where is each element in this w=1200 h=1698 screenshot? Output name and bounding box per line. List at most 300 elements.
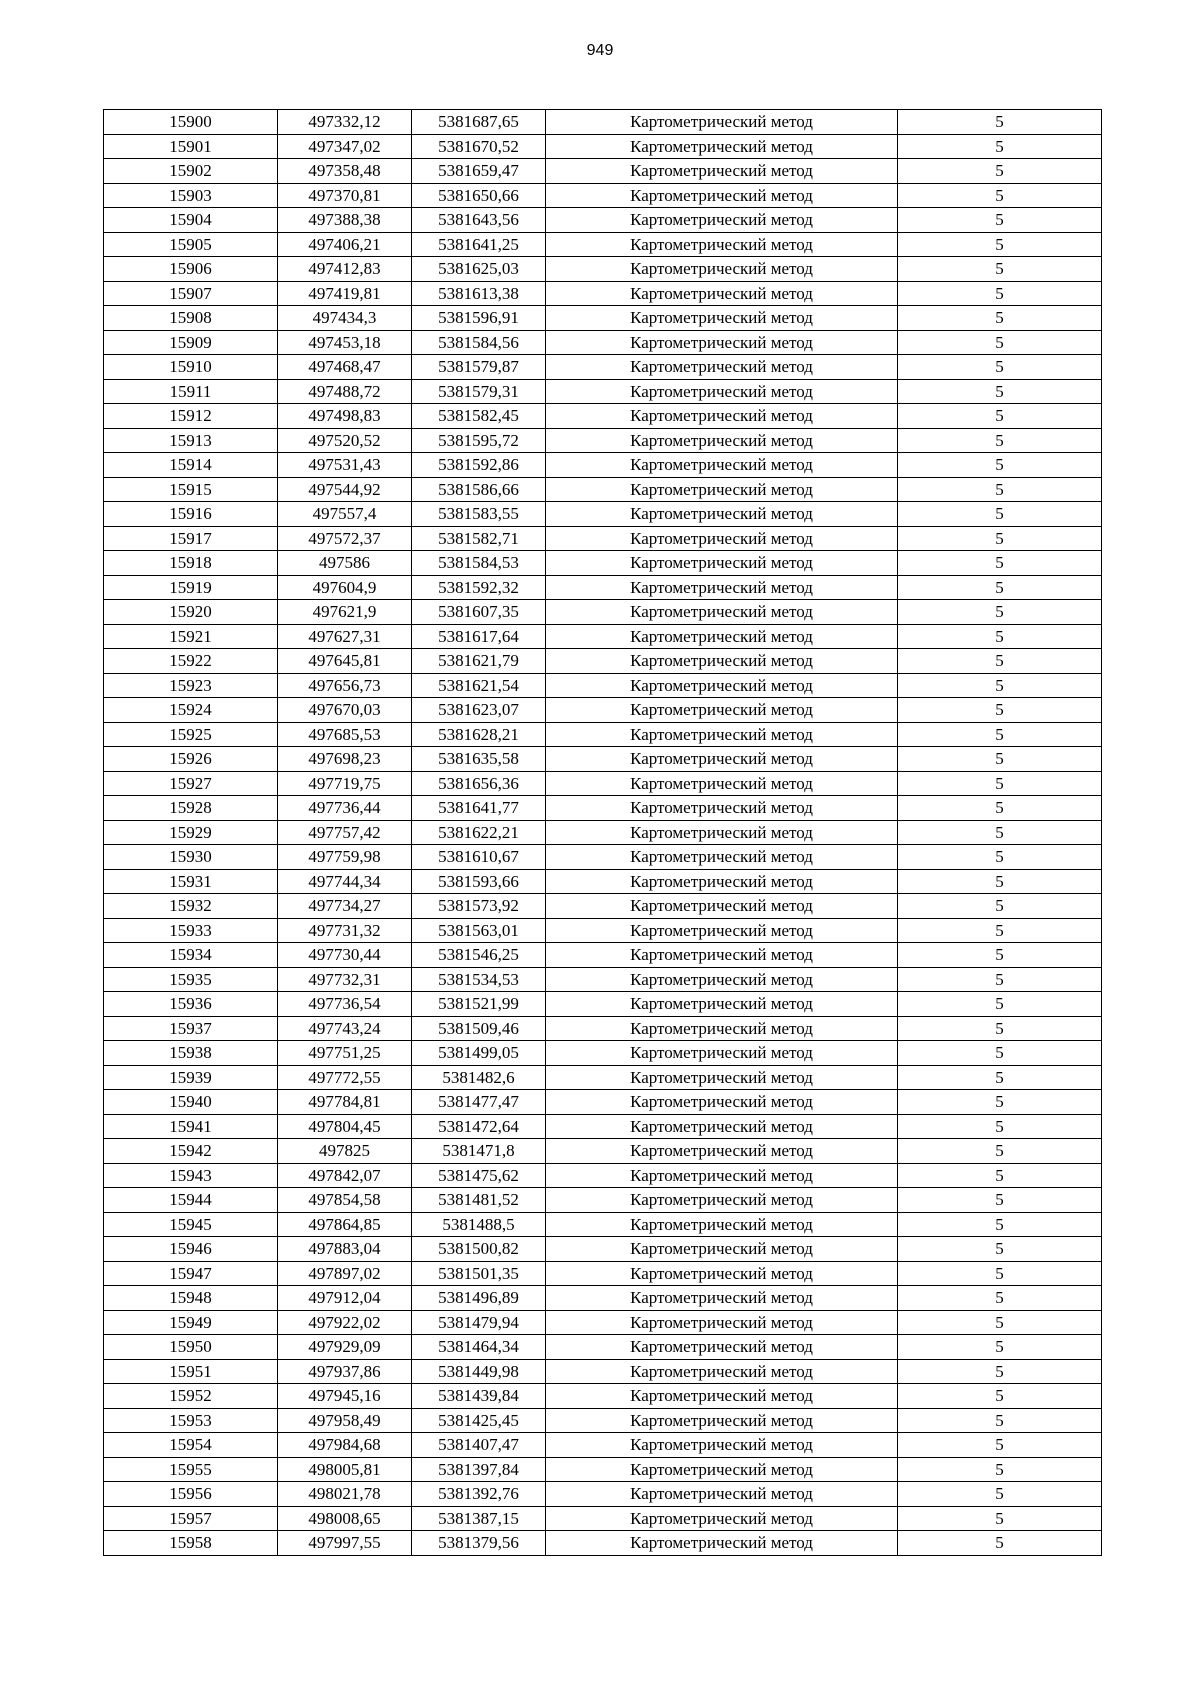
point-number-cell: 15927 (104, 771, 278, 796)
accuracy-cell: 5 (898, 428, 1102, 453)
point-number-cell: 15909 (104, 330, 278, 355)
y-coordinate-cell: 5381379,56 (412, 1531, 546, 1556)
table-row (104, 1506, 1102, 1531)
x-coordinate-cell: 497751,25 (278, 1041, 412, 1066)
point-number-cell: 15910 (104, 355, 278, 380)
table-row (104, 820, 1102, 845)
accuracy-cell: 5 (898, 1384, 1102, 1409)
accuracy-cell: 5 (898, 575, 1102, 600)
table-row (104, 869, 1102, 894)
y-coordinate-cell: 5381622,21 (412, 820, 546, 845)
table-row (104, 208, 1102, 233)
point-number-cell: 15936 (104, 992, 278, 1017)
x-coordinate-cell: 497531,43 (278, 453, 412, 478)
point-number-cell: 15911 (104, 379, 278, 404)
table-row (104, 1335, 1102, 1360)
table-row (104, 722, 1102, 747)
accuracy-cell: 5 (898, 698, 1102, 723)
accuracy-cell: 5 (898, 845, 1102, 870)
accuracy-cell: 5 (898, 208, 1102, 233)
y-coordinate-cell: 5381584,56 (412, 330, 546, 355)
accuracy-cell: 5 (898, 1531, 1102, 1556)
accuracy-cell: 5 (898, 1065, 1102, 1090)
accuracy-cell: 5 (898, 379, 1102, 404)
y-coordinate-cell: 5381610,67 (412, 845, 546, 870)
accuracy-cell: 5 (898, 943, 1102, 968)
point-number-cell: 15952 (104, 1384, 278, 1409)
method-cell: Картометрический метод (546, 869, 898, 894)
table-row (104, 698, 1102, 723)
table-row (104, 673, 1102, 698)
table-row (104, 1041, 1102, 1066)
x-coordinate-cell: 497544,92 (278, 477, 412, 502)
x-coordinate-cell: 497358,48 (278, 159, 412, 184)
accuracy-cell: 5 (898, 992, 1102, 1017)
method-cell: Картометрический метод (546, 894, 898, 919)
x-coordinate-cell: 497922,02 (278, 1310, 412, 1335)
point-number-cell: 15904 (104, 208, 278, 233)
y-coordinate-cell: 5381582,45 (412, 404, 546, 429)
y-coordinate-cell: 5381621,79 (412, 649, 546, 674)
method-cell: Картометрический метод (546, 1335, 898, 1360)
method-cell: Картометрический метод (546, 845, 898, 870)
accuracy-cell: 5 (898, 306, 1102, 331)
method-cell: Картометрический метод (546, 673, 898, 698)
method-cell: Картометрический метод (546, 257, 898, 282)
table-row (104, 1237, 1102, 1262)
point-number-cell: 15944 (104, 1188, 278, 1213)
point-number-cell: 15919 (104, 575, 278, 600)
table-row (104, 1212, 1102, 1237)
y-coordinate-cell: 5381595,72 (412, 428, 546, 453)
y-coordinate-cell: 5381488,5 (412, 1212, 546, 1237)
x-coordinate-cell: 497453,18 (278, 330, 412, 355)
accuracy-cell: 5 (898, 134, 1102, 159)
accuracy-cell: 5 (898, 820, 1102, 845)
y-coordinate-cell: 5381407,47 (412, 1433, 546, 1458)
point-number-cell: 15908 (104, 306, 278, 331)
table-row (104, 134, 1102, 159)
point-number-cell: 15943 (104, 1163, 278, 1188)
point-number-cell: 15931 (104, 869, 278, 894)
x-coordinate-cell: 497670,03 (278, 698, 412, 723)
point-number-cell: 15953 (104, 1408, 278, 1433)
accuracy-cell: 5 (898, 257, 1102, 282)
accuracy-cell: 5 (898, 918, 1102, 943)
table-row (104, 1408, 1102, 1433)
table-row (104, 428, 1102, 453)
accuracy-cell: 5 (898, 1163, 1102, 1188)
method-cell: Картометрический метод (546, 379, 898, 404)
y-coordinate-cell: 5381583,55 (412, 502, 546, 527)
table-row (104, 1065, 1102, 1090)
accuracy-cell: 5 (898, 232, 1102, 257)
method-cell: Картометрический метод (546, 453, 898, 478)
point-number-cell: 15935 (104, 967, 278, 992)
table-row (104, 1090, 1102, 1115)
point-number-cell: 15928 (104, 796, 278, 821)
method-cell: Картометрический метод (546, 1286, 898, 1311)
y-coordinate-cell: 5381643,56 (412, 208, 546, 233)
point-number-cell: 15901 (104, 134, 278, 159)
accuracy-cell: 5 (898, 1335, 1102, 1360)
point-number-cell: 15949 (104, 1310, 278, 1335)
x-coordinate-cell: 497434,3 (278, 306, 412, 331)
y-coordinate-cell: 5381592,32 (412, 575, 546, 600)
method-cell: Картометрический метод (546, 183, 898, 208)
point-number-cell: 15930 (104, 845, 278, 870)
table-row (104, 404, 1102, 429)
point-number-cell: 15948 (104, 1286, 278, 1311)
point-number-cell: 15926 (104, 747, 278, 772)
y-coordinate-cell: 5381593,66 (412, 869, 546, 894)
method-cell: Картометрический метод (546, 698, 898, 723)
coordinates-table-body (104, 110, 1102, 1556)
x-coordinate-cell: 497784,81 (278, 1090, 412, 1115)
table-row (104, 624, 1102, 649)
y-coordinate-cell: 5381477,47 (412, 1090, 546, 1115)
y-coordinate-cell: 5381546,25 (412, 943, 546, 968)
point-number-cell: 15945 (104, 1212, 278, 1237)
accuracy-cell: 5 (898, 796, 1102, 821)
table-row (104, 453, 1102, 478)
accuracy-cell: 5 (898, 624, 1102, 649)
table-row (104, 379, 1102, 404)
accuracy-cell: 5 (898, 869, 1102, 894)
accuracy-cell: 5 (898, 1188, 1102, 1213)
y-coordinate-cell: 5381628,21 (412, 722, 546, 747)
x-coordinate-cell: 497604,9 (278, 575, 412, 600)
y-coordinate-cell: 5381479,94 (412, 1310, 546, 1335)
x-coordinate-cell: 497825 (278, 1139, 412, 1164)
y-coordinate-cell: 5381449,98 (412, 1359, 546, 1384)
accuracy-cell: 5 (898, 673, 1102, 698)
y-coordinate-cell: 5381500,82 (412, 1237, 546, 1262)
method-cell: Картометрический метод (546, 110, 898, 135)
accuracy-cell: 5 (898, 771, 1102, 796)
point-number-cell: 15929 (104, 820, 278, 845)
method-cell: Картометрический метод (546, 1506, 898, 1531)
accuracy-cell: 5 (898, 1506, 1102, 1531)
x-coordinate-cell: 497743,24 (278, 1016, 412, 1041)
method-cell: Картометрический метод (546, 796, 898, 821)
point-number-cell: 15921 (104, 624, 278, 649)
method-cell: Картометрический метод (546, 404, 898, 429)
point-number-cell: 15915 (104, 477, 278, 502)
point-number-cell: 15947 (104, 1261, 278, 1286)
x-coordinate-cell: 497734,27 (278, 894, 412, 919)
accuracy-cell: 5 (898, 453, 1102, 478)
point-number-cell: 15916 (104, 502, 278, 527)
table-row (104, 1261, 1102, 1286)
method-cell: Картометрический метод (546, 624, 898, 649)
accuracy-cell: 5 (898, 1237, 1102, 1262)
method-cell: Картометрический метод (546, 551, 898, 576)
x-coordinate-cell: 497864,85 (278, 1212, 412, 1237)
method-cell: Картометрический метод (546, 722, 898, 747)
x-coordinate-cell: 497757,42 (278, 820, 412, 845)
accuracy-cell: 5 (898, 1482, 1102, 1507)
x-coordinate-cell: 497468,47 (278, 355, 412, 380)
x-coordinate-cell: 497883,04 (278, 1237, 412, 1262)
point-number-cell: 15957 (104, 1506, 278, 1531)
x-coordinate-cell: 497698,23 (278, 747, 412, 772)
method-cell: Картометрический метод (546, 1163, 898, 1188)
accuracy-cell: 5 (898, 404, 1102, 429)
accuracy-cell: 5 (898, 159, 1102, 184)
x-coordinate-cell: 497772,55 (278, 1065, 412, 1090)
x-coordinate-cell: 497732,31 (278, 967, 412, 992)
y-coordinate-cell: 5381573,92 (412, 894, 546, 919)
accuracy-cell: 5 (898, 649, 1102, 674)
table-row (104, 1457, 1102, 1482)
method-cell: Картометрический метод (546, 820, 898, 845)
accuracy-cell: 5 (898, 1310, 1102, 1335)
accuracy-cell: 5 (898, 1408, 1102, 1433)
y-coordinate-cell: 5381584,53 (412, 551, 546, 576)
point-number-cell: 15914 (104, 453, 278, 478)
x-coordinate-cell: 497498,83 (278, 404, 412, 429)
x-coordinate-cell: 497557,4 (278, 502, 412, 527)
x-coordinate-cell: 497842,07 (278, 1163, 412, 1188)
y-coordinate-cell: 5381439,84 (412, 1384, 546, 1409)
method-cell: Картометрический метод (546, 1531, 898, 1556)
method-cell: Картометрический метод (546, 1310, 898, 1335)
accuracy-cell: 5 (898, 502, 1102, 527)
point-number-cell: 15913 (104, 428, 278, 453)
x-coordinate-cell: 497520,52 (278, 428, 412, 453)
table-row (104, 526, 1102, 551)
method-cell: Картометрический метод (546, 502, 898, 527)
method-cell: Картометрический метод (546, 1237, 898, 1262)
point-number-cell: 15958 (104, 1531, 278, 1556)
y-coordinate-cell: 5381623,07 (412, 698, 546, 723)
method-cell: Картометрический метод (546, 134, 898, 159)
x-coordinate-cell: 497984,68 (278, 1433, 412, 1458)
y-coordinate-cell: 5381641,25 (412, 232, 546, 257)
accuracy-cell: 5 (898, 1433, 1102, 1458)
x-coordinate-cell: 497621,9 (278, 600, 412, 625)
point-number-cell: 15903 (104, 183, 278, 208)
table-row (104, 1114, 1102, 1139)
accuracy-cell: 5 (898, 1090, 1102, 1115)
table-row (104, 1384, 1102, 1409)
x-coordinate-cell: 497744,34 (278, 869, 412, 894)
table-row (104, 967, 1102, 992)
y-coordinate-cell: 5381613,38 (412, 281, 546, 306)
table-row (104, 257, 1102, 282)
method-cell: Картометрический метод (546, 1212, 898, 1237)
y-coordinate-cell: 5381509,46 (412, 1016, 546, 1041)
point-number-cell: 15934 (104, 943, 278, 968)
x-coordinate-cell: 497685,53 (278, 722, 412, 747)
method-cell: Картометрический метод (546, 747, 898, 772)
accuracy-cell: 5 (898, 722, 1102, 747)
x-coordinate-cell: 497347,02 (278, 134, 412, 159)
y-coordinate-cell: 5381471,8 (412, 1139, 546, 1164)
point-number-cell: 15917 (104, 526, 278, 551)
x-coordinate-cell: 497736,44 (278, 796, 412, 821)
method-cell: Картометрический метод (546, 1090, 898, 1115)
point-number-cell: 15954 (104, 1433, 278, 1458)
accuracy-cell: 5 (898, 330, 1102, 355)
y-coordinate-cell: 5381641,77 (412, 796, 546, 821)
table-row (104, 845, 1102, 870)
x-coordinate-cell: 497388,38 (278, 208, 412, 233)
accuracy-cell: 5 (898, 747, 1102, 772)
point-number-cell: 15940 (104, 1090, 278, 1115)
point-number-cell: 15902 (104, 159, 278, 184)
table-row (104, 110, 1102, 135)
method-cell: Картометрический метод (546, 1139, 898, 1164)
method-cell: Картометрический метод (546, 477, 898, 502)
y-coordinate-cell: 5381621,54 (412, 673, 546, 698)
accuracy-cell: 5 (898, 1261, 1102, 1286)
point-number-cell: 15956 (104, 1482, 278, 1507)
y-coordinate-cell: 5381592,86 (412, 453, 546, 478)
method-cell: Картометрический метод (546, 1482, 898, 1507)
y-coordinate-cell: 5381464,34 (412, 1335, 546, 1360)
table-row (104, 232, 1102, 257)
x-coordinate-cell: 497586 (278, 551, 412, 576)
table-row (104, 551, 1102, 576)
x-coordinate-cell: 497945,16 (278, 1384, 412, 1409)
x-coordinate-cell: 497406,21 (278, 232, 412, 257)
x-coordinate-cell: 497419,81 (278, 281, 412, 306)
method-cell: Картометрический метод (546, 1188, 898, 1213)
table-row (104, 1286, 1102, 1311)
x-coordinate-cell: 497854,58 (278, 1188, 412, 1213)
point-number-cell: 15920 (104, 600, 278, 625)
method-cell: Картометрический метод (546, 1041, 898, 1066)
accuracy-cell: 5 (898, 551, 1102, 576)
table-row (104, 159, 1102, 184)
y-coordinate-cell: 5381635,58 (412, 747, 546, 772)
table-row (104, 306, 1102, 331)
table-row (104, 477, 1102, 502)
accuracy-cell: 5 (898, 477, 1102, 502)
x-coordinate-cell: 497370,81 (278, 183, 412, 208)
y-coordinate-cell: 5381472,64 (412, 1114, 546, 1139)
point-number-cell: 15939 (104, 1065, 278, 1090)
method-cell: Картометрический метод (546, 943, 898, 968)
x-coordinate-cell: 497719,75 (278, 771, 412, 796)
table-row (104, 330, 1102, 355)
method-cell: Картометрический метод (546, 1016, 898, 1041)
y-coordinate-cell: 5381625,03 (412, 257, 546, 282)
accuracy-cell: 5 (898, 526, 1102, 551)
accuracy-cell: 5 (898, 1016, 1102, 1041)
coordinates-table (103, 109, 1102, 1556)
x-coordinate-cell: 497759,98 (278, 845, 412, 870)
y-coordinate-cell: 5381496,89 (412, 1286, 546, 1311)
accuracy-cell: 5 (898, 1457, 1102, 1482)
y-coordinate-cell: 5381659,47 (412, 159, 546, 184)
method-cell: Картометрический метод (546, 1114, 898, 1139)
method-cell: Картометрический метод (546, 330, 898, 355)
x-coordinate-cell: 497997,55 (278, 1531, 412, 1556)
table-row (104, 575, 1102, 600)
point-number-cell: 15925 (104, 722, 278, 747)
y-coordinate-cell: 5381617,64 (412, 624, 546, 649)
table-row (104, 183, 1102, 208)
accuracy-cell: 5 (898, 183, 1102, 208)
method-cell: Картометрический метод (546, 1261, 898, 1286)
point-number-cell: 15933 (104, 918, 278, 943)
table-row (104, 894, 1102, 919)
y-coordinate-cell: 5381582,71 (412, 526, 546, 551)
method-cell: Картометрический метод (546, 1408, 898, 1433)
x-coordinate-cell: 497645,81 (278, 649, 412, 674)
x-coordinate-cell: 498021,78 (278, 1482, 412, 1507)
page-number: 949 (586, 42, 614, 59)
point-number-cell: 15912 (104, 404, 278, 429)
method-cell: Картометрический метод (546, 232, 898, 257)
method-cell: Картометрический метод (546, 159, 898, 184)
x-coordinate-cell: 497937,86 (278, 1359, 412, 1384)
y-coordinate-cell: 5381563,01 (412, 918, 546, 943)
y-coordinate-cell: 5381392,76 (412, 1482, 546, 1507)
method-cell: Картометрический метод (546, 967, 898, 992)
table-row (104, 355, 1102, 380)
x-coordinate-cell: 497736,54 (278, 992, 412, 1017)
point-number-cell: 15937 (104, 1016, 278, 1041)
x-coordinate-cell: 497656,73 (278, 673, 412, 698)
table-row (104, 1310, 1102, 1335)
accuracy-cell: 5 (898, 967, 1102, 992)
table-row (104, 502, 1102, 527)
point-number-cell: 15932 (104, 894, 278, 919)
y-coordinate-cell: 5381596,91 (412, 306, 546, 331)
accuracy-cell: 5 (898, 1139, 1102, 1164)
point-number-cell: 15938 (104, 1041, 278, 1066)
table-row (104, 992, 1102, 1017)
accuracy-cell: 5 (898, 1041, 1102, 1066)
method-cell: Картометрический метод (546, 355, 898, 380)
method-cell: Картометрический метод (546, 1065, 898, 1090)
x-coordinate-cell: 497731,32 (278, 918, 412, 943)
x-coordinate-cell: 497627,31 (278, 624, 412, 649)
y-coordinate-cell: 5381481,52 (412, 1188, 546, 1213)
y-coordinate-cell: 5381607,35 (412, 600, 546, 625)
y-coordinate-cell: 5381687,65 (412, 110, 546, 135)
y-coordinate-cell: 5381499,05 (412, 1041, 546, 1066)
table-row (104, 771, 1102, 796)
y-coordinate-cell: 5381670,52 (412, 134, 546, 159)
method-cell: Картометрический метод (546, 992, 898, 1017)
x-coordinate-cell: 497332,12 (278, 110, 412, 135)
accuracy-cell: 5 (898, 1212, 1102, 1237)
point-number-cell: 15924 (104, 698, 278, 723)
point-number-cell: 15946 (104, 1237, 278, 1262)
table-row (104, 918, 1102, 943)
x-coordinate-cell: 497958,49 (278, 1408, 412, 1433)
accuracy-cell: 5 (898, 355, 1102, 380)
x-coordinate-cell: 497730,44 (278, 943, 412, 968)
method-cell: Картометрический метод (546, 1457, 898, 1482)
accuracy-cell: 5 (898, 1359, 1102, 1384)
y-coordinate-cell: 5381425,45 (412, 1408, 546, 1433)
point-number-cell: 15900 (104, 110, 278, 135)
point-number-cell: 15907 (104, 281, 278, 306)
y-coordinate-cell: 5381387,15 (412, 1506, 546, 1531)
accuracy-cell: 5 (898, 281, 1102, 306)
accuracy-cell: 5 (898, 1286, 1102, 1311)
method-cell: Картометрический метод (546, 600, 898, 625)
accuracy-cell: 5 (898, 600, 1102, 625)
point-number-cell: 15906 (104, 257, 278, 282)
table-row (104, 1433, 1102, 1458)
